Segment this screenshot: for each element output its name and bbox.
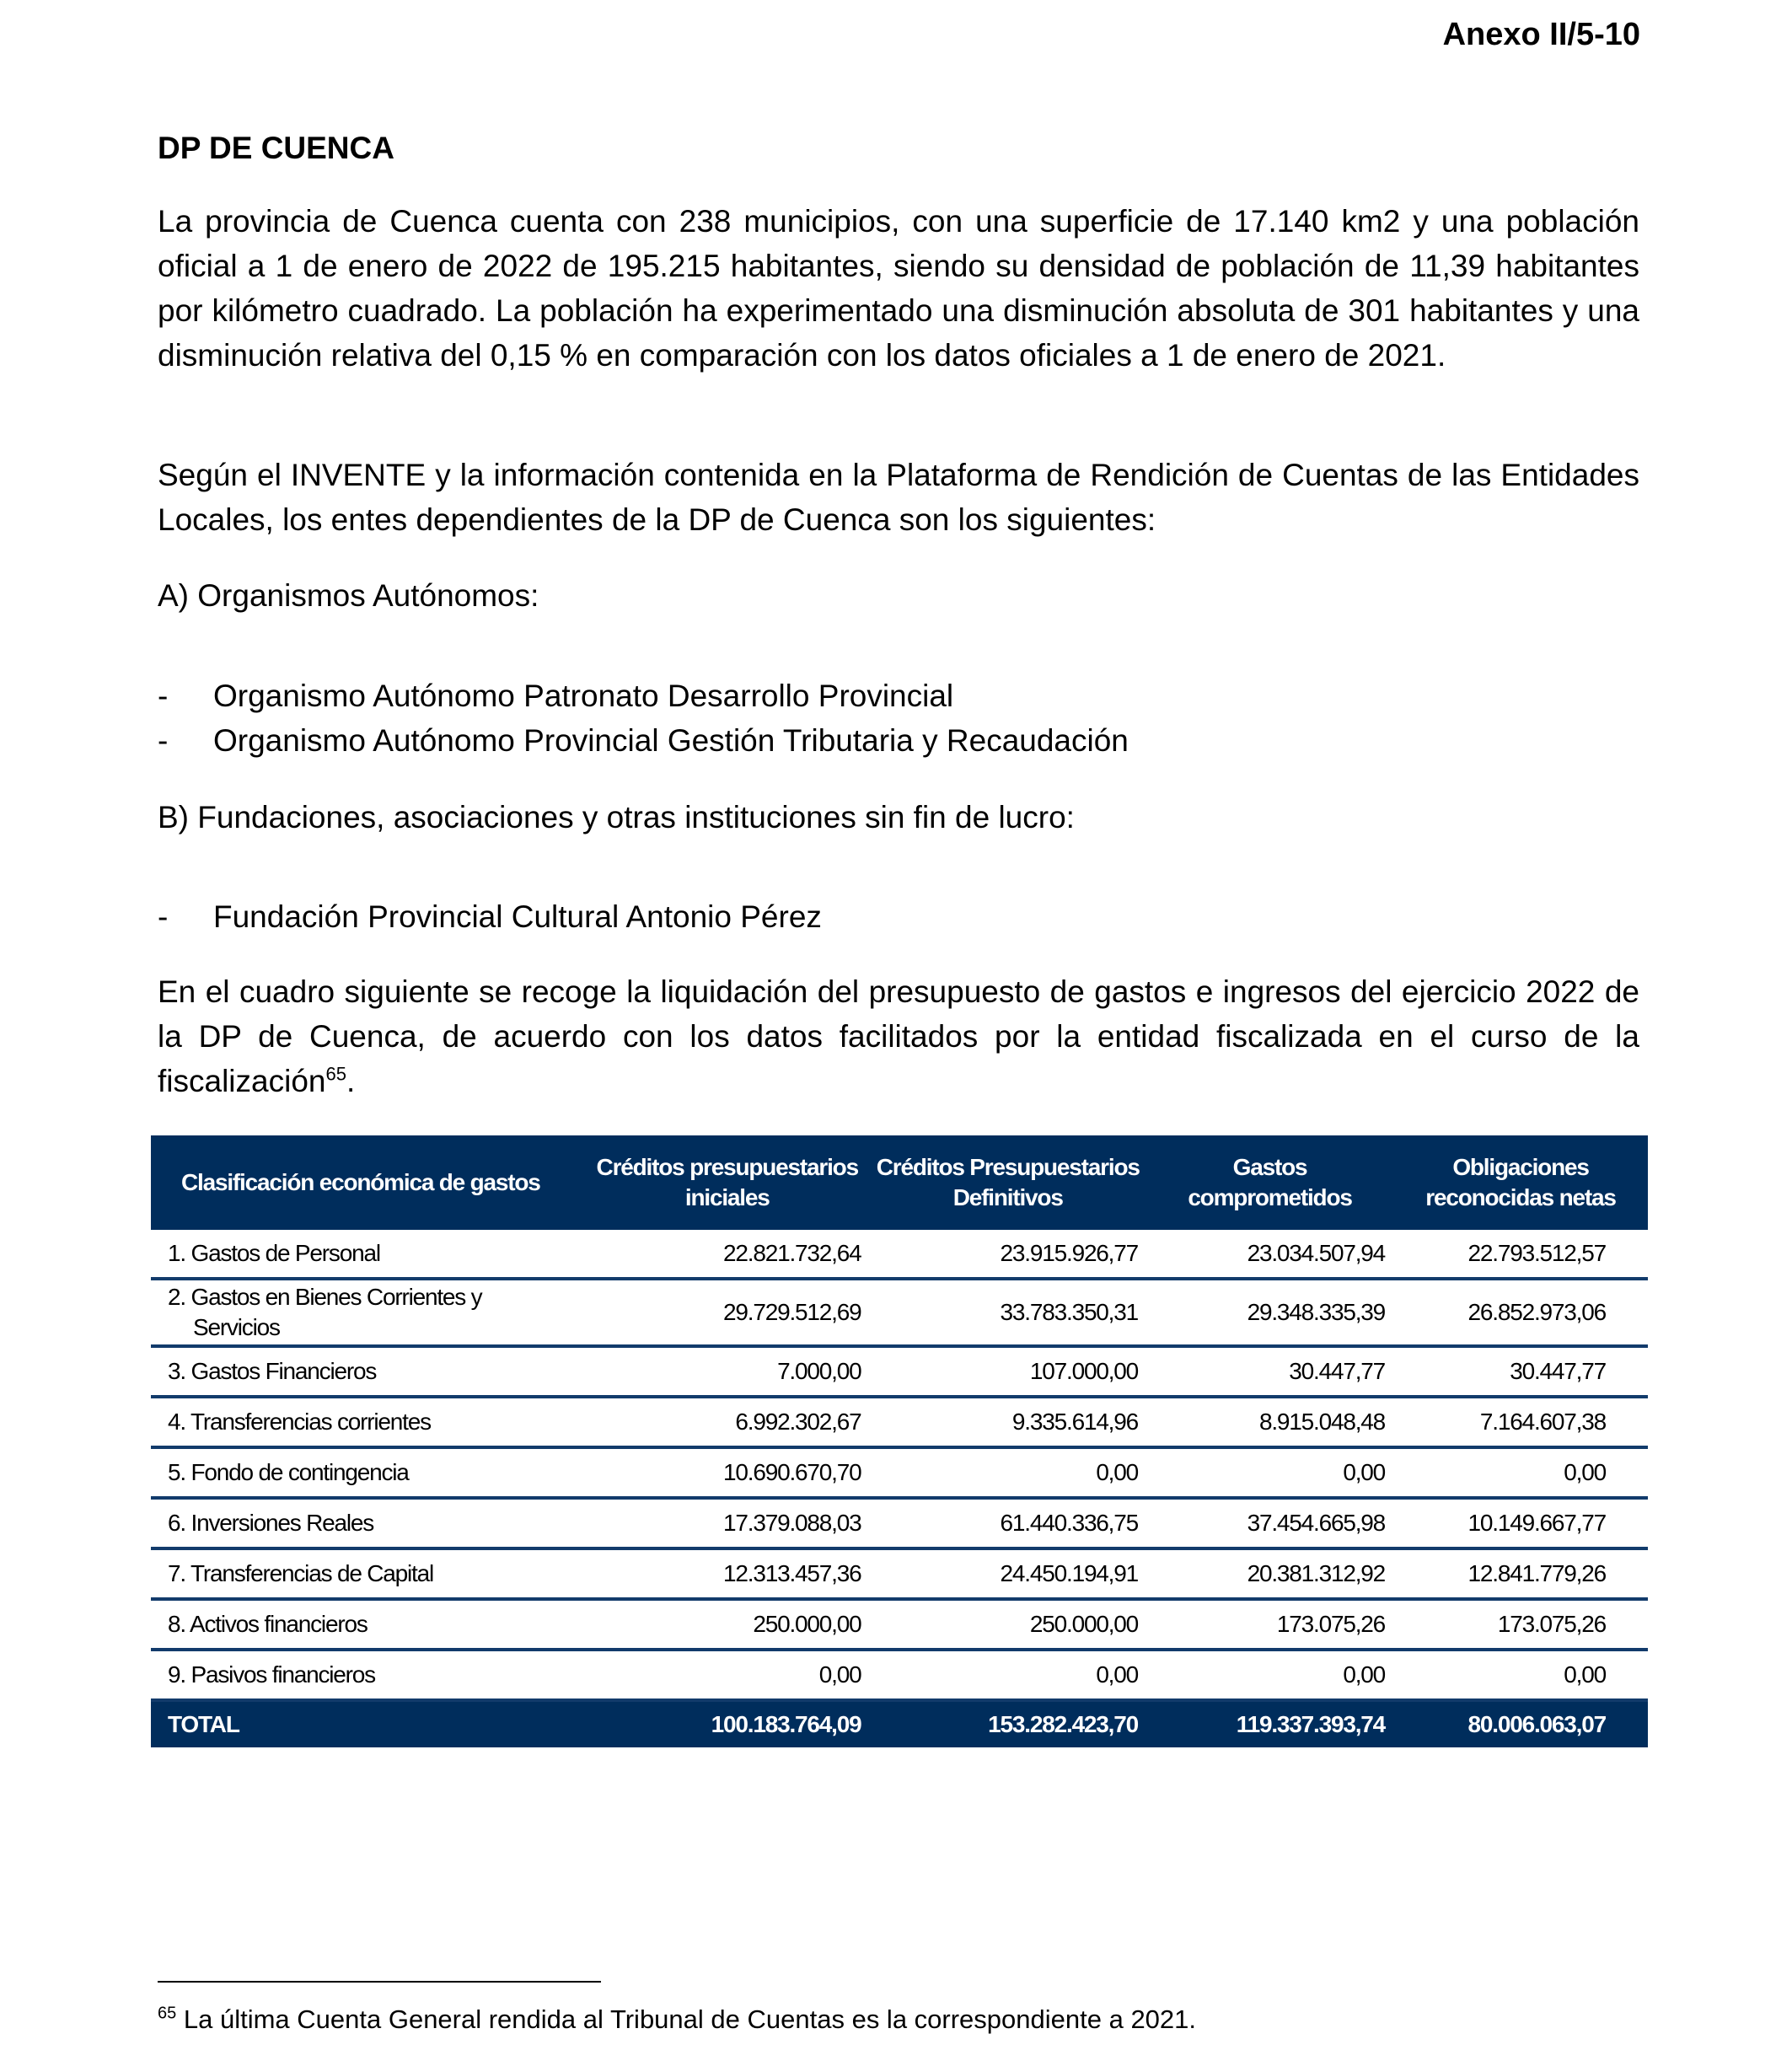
- list-item-text: Organismo Autónomo Provincial Gestión Tributaria y Recaudación: [213, 723, 1129, 758]
- table-row: [151, 1650, 1648, 1700]
- annex-label: Anexo II/5-10: [1442, 17, 1640, 52]
- cell-value: 12.313.457,36: [585, 1548, 869, 1599]
- table-row: [151, 1599, 1648, 1650]
- cell-value: 24.450.194,91: [869, 1548, 1146, 1599]
- cell-value: 20.381.312,92: [1146, 1548, 1393, 1599]
- cell-value: 22.793.512,57: [1393, 1230, 1648, 1279]
- footnote-number: 65: [158, 2004, 177, 2023]
- cell-value: 23.915.926,77: [869, 1230, 1146, 1279]
- column-header: Gastos comprometidos: [1146, 1135, 1393, 1230]
- total-row: [151, 1700, 1648, 1747]
- row-label-continuation: Servicios: [193, 1314, 280, 1340]
- footnote-divider: [158, 1981, 601, 1983]
- cell-value: 29.348.335,39: [1146, 1279, 1393, 1346]
- row-label: 4. Transferencias corrientes: [151, 1397, 585, 1447]
- table-row: [151, 1230, 1648, 1279]
- section-b-heading: B) Fundaciones, asociaciones y otras instituciones sin fin de lucro:: [158, 800, 1075, 834]
- table-row: [151, 1447, 1648, 1498]
- cell-value: 17.379.088,03: [585, 1498, 869, 1548]
- column-header: Obligaciones reconocidas netas: [1393, 1135, 1648, 1230]
- cell-value: 12.841.779,26: [1393, 1548, 1648, 1599]
- total-value: 153.282.423,70: [869, 1700, 1146, 1747]
- list-item: [158, 673, 953, 718]
- cell-value: 250.000,00: [585, 1599, 869, 1650]
- cell-value: 61.440.336,75: [869, 1498, 1146, 1548]
- footnote-text: La última Cuenta General rendida al Tribunal de Cuentas es la correspondiente a 2021.: [176, 2004, 1197, 2034]
- cell-value: 30.447,77: [1146, 1346, 1393, 1397]
- paragraph-text: En el cuadro siguiente se recoge la liquidación del presupuesto de gastos e ingresos del ejercicio 2022 de la DP de Cuenca, de acuerdo con los datos facilitados por la entidad fiscalizada en el curso de la fiscalización: [158, 974, 1639, 1098]
- cell-value: 22.821.732,64: [585, 1230, 869, 1279]
- list-item-text: Fundación Provincial Cultural Antonio Pérez: [213, 899, 822, 934]
- total-value: 80.006.063,07: [1393, 1700, 1648, 1747]
- list-item: [158, 894, 822, 939]
- footnote: [158, 2004, 1196, 2035]
- total-value: 119.337.393,74: [1146, 1700, 1393, 1747]
- cell-value: 29.729.512,69: [585, 1279, 869, 1346]
- entities-paragraph: Según el INVENTE y la información contenida en la Plataforma de Rendición de Cuentas de las Entidades Locales, los entes dependientes de la DP de Cuenca son los siguientes:: [158, 458, 1639, 537]
- footnote-ref: 65: [325, 1063, 346, 1085]
- intro-paragraph: La provincia de Cuenca cuenta con 238 municipios, con una superficie de 17.140 km2 y una población oficial a 1 de enero de 2022 de 195.215 habitantes, siendo su densidad de población de 11,39 habitantes por kilómetro cuadrado. La población ha experimentado una disminución absoluta de 301 habitantes y una disminución relativa del 0,15 % en comparación con los datos oficiales a 1 de enero de 2021.: [158, 204, 1639, 373]
- table-intro-paragraph: En el cuadro siguiente se recoge la liquidación del presupuesto de gastos e ingresos del ejercicio 2022 de la DP de Cuenca, de acuerdo con los datos facilitados por la entidad fiscalizada en el curso de la fiscalización$^{65}$.: [158, 974, 1639, 1098]
- section-a-heading: A) Organismos Autónomos:: [158, 578, 539, 613]
- total-value: 100.183.764,09: [585, 1700, 869, 1747]
- cell-value: 10.149.667,77: [1393, 1498, 1648, 1548]
- cell-value: 0,00: [585, 1650, 869, 1700]
- cell-value: 0,00: [869, 1650, 1146, 1700]
- total-label: TOTAL: [151, 1700, 585, 1747]
- cell-value: 33.783.350,31: [869, 1279, 1146, 1346]
- column-header: Créditos presupuestarios iniciales: [585, 1135, 869, 1230]
- row-label: 1. Gastos de Personal: [151, 1230, 585, 1279]
- list-item-text: Organismo Autónomo Patronato Desarrollo Provincial: [213, 679, 954, 713]
- cell-value: 107.000,00: [869, 1346, 1146, 1397]
- cell-value: 30.447,77: [1393, 1346, 1648, 1397]
- cell-value: 0,00: [1393, 1650, 1648, 1700]
- row-label: 7. Transferencias de Capital: [151, 1548, 585, 1599]
- cell-value: 23.034.507,94: [1146, 1230, 1393, 1279]
- cell-value: 173.075,26: [1393, 1599, 1648, 1650]
- row-label: 9. Pasivos financieros: [151, 1650, 585, 1700]
- bullet: -: [158, 899, 169, 934]
- cell-value: 0,00: [869, 1447, 1146, 1498]
- cell-value: 0,00: [1393, 1447, 1648, 1498]
- cell-value: 26.852.973,06: [1393, 1279, 1648, 1346]
- column-header: Créditos Presupuestarios Definitivos: [869, 1135, 1146, 1230]
- table-row: [151, 1498, 1648, 1548]
- row-label: [151, 1279, 585, 1346]
- cell-value: 9.335.614,96: [869, 1397, 1146, 1447]
- row-label-text: 2. Gastos en Bienes Corrientes y: [168, 1284, 482, 1310]
- expenses-table: [151, 1135, 1648, 1747]
- cell-value: 37.454.665,98: [1146, 1498, 1393, 1548]
- cell-value: 10.690.670,70: [585, 1447, 869, 1498]
- cell-value: 0,00: [1146, 1447, 1393, 1498]
- cell-value: 6.992.302,67: [585, 1397, 869, 1447]
- row-label: 8. Activos financieros: [151, 1599, 585, 1650]
- cell-value: 7.164.607,38: [1393, 1397, 1648, 1447]
- bullet: -: [158, 723, 169, 758]
- table-row: [151, 1548, 1648, 1599]
- row-label: 3. Gastos Financieros: [151, 1346, 585, 1397]
- bullet: -: [158, 679, 169, 713]
- cell-value: 7.000,00: [585, 1346, 869, 1397]
- column-header: Clasificación económica de gastos: [151, 1135, 585, 1230]
- row-label: 6. Inversiones Reales: [151, 1498, 585, 1548]
- table-row: [151, 1346, 1648, 1397]
- cell-value: 0,00: [1146, 1650, 1393, 1700]
- table-row: [151, 1397, 1648, 1447]
- cell-value: 250.000,00: [869, 1599, 1146, 1650]
- table-header-row: [151, 1135, 1648, 1230]
- cell-value: 8.915.048,48: [1146, 1397, 1393, 1447]
- table-row: [151, 1279, 1648, 1346]
- section-title: DP DE CUENCA: [158, 131, 394, 165]
- list-item: [158, 718, 1129, 763]
- row-label: 5. Fondo de contingencia: [151, 1447, 585, 1498]
- cell-value: 173.075,26: [1146, 1599, 1393, 1650]
